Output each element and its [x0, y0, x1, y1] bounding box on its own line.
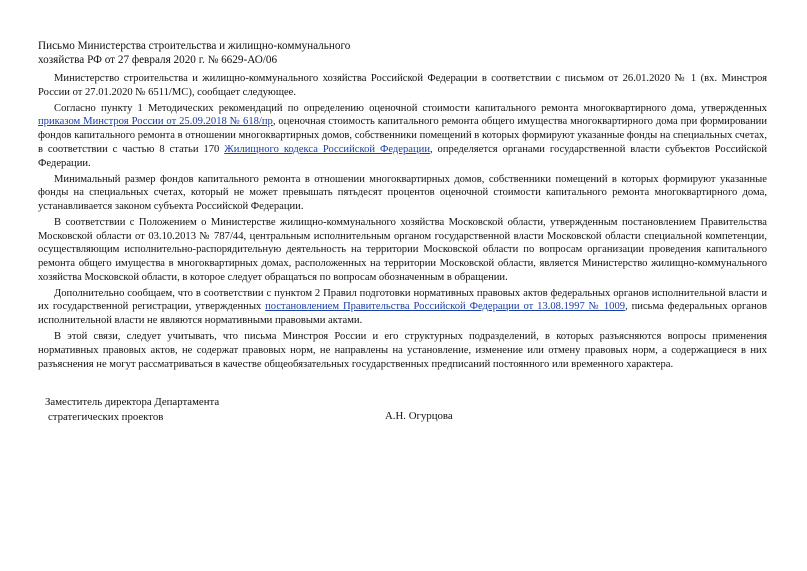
order-link[interactable]: приказом Минстроя России от 25.09.2018 № 618/пр [38, 116, 273, 128]
government-resolution-link[interactable]: постановлением Правительства Российской Федерации от 13.08.1997 № 1009 [265, 301, 626, 313]
housing-code-link[interactable]: Жилищного кодекса Российской Федерации [224, 143, 430, 155]
paragraph-1: Министерство строительства и жилищно-коммунального хозяйства Российской Федерации в соответствии с письмом от 26.01.2020 № 1 (вх. Минстроя России от 27.01.2020 № 6511/МС), сообщает следующее. [38, 73, 767, 98]
paragraph-5 [38, 287, 767, 328]
signer-name: А.Н. Огурцова [385, 410, 453, 422]
paragraph-4: В соответствии с Положением о Министерстве жилищно-коммунального хозяйства Московской области, утвержденным постановлением Правительства Московской области от 03.10.2013 № 787/44, центральным исполнительным органом государственной власти Московской области специальной компетенции, осуществляющим исполнительно-распорядительную деятельность на территории Московской области по вопросам организации проведения капитального ремонта общего имущества в многоквартирных домах, расположенных на территории Московской области, является Министерство жилищно-коммунального хозяйства Московской области, в которое следует обращаться по вопросам обозначенным в обращении. [38, 216, 767, 283]
title-line-2: хозяйства РФ от 27 февраля 2020 г. № 6629-АО/06 [38, 54, 278, 66]
paragraph-5-text-b: , письма федеральных органов исполнительной власти не являются нормативными правовыми актами. [38, 301, 767, 327]
paragraph-6: В этой связи, следует учитывать, что письма Минстроя России и его структурных подразделений, в которых разъясняются вопросы применения нормативных правовых актов, не содержат правовых норм, не направлены на установление, изменение или отмену правовых норм, а содержащиеся в них разъяснения не могут рассматриваться в качестве общеобязательных государственных предписаний постоянного или временного характера. [38, 331, 767, 370]
paragraph-2 [38, 102, 767, 171]
document-body [38, 72, 767, 374]
signer-position-line-2: стратегических проектов [48, 410, 164, 423]
paragraph-3: Минимальный размер фондов капитального ремонта в отношении многоквартирных домов, собственники помещений в которых формируют указанные фонды на специальных счетах, который не может превышать пятьдесят процентов оценочной стоимости капитального ремонта многоквартирного дома, устанавливается законом субъекта Российской Федерации. [38, 173, 767, 212]
signer-position [45, 395, 219, 424]
paragraph-2-text-b: , оценочная стоимость капитального ремонта общего имущества многоквартирного дома при формировании фондов капитального ремонта в отношении многоквартирных домов, собственники помещений в которых формируют указанные фонды на специальных счетах, в соответствии с частью 8 статьи 170 [38, 116, 767, 155]
paragraph-5-text-a: Дополнительно сообщаем, что в соответствии с пунктом 2 Правил подготовки нормативных правовых актов федеральных органов исполнительной власти и их государственной регистрации, утвержденных [38, 287, 767, 313]
paragraph-2-text-c: , определяется органами государственной власти субъектов Российской Федерации. [38, 143, 768, 169]
paragraph-2-text-a: Согласно пункту 1 Методических рекомендаций по определению оценочной стоимости капитального ремонта многоквартирного дома, утвержденных [54, 102, 767, 114]
title-line-1: Письмо Министерства строительства и жилищно-коммунального [38, 40, 351, 52]
document-title [38, 39, 438, 67]
signer-position-line-1: Заместитель директора Департамента [45, 396, 220, 408]
